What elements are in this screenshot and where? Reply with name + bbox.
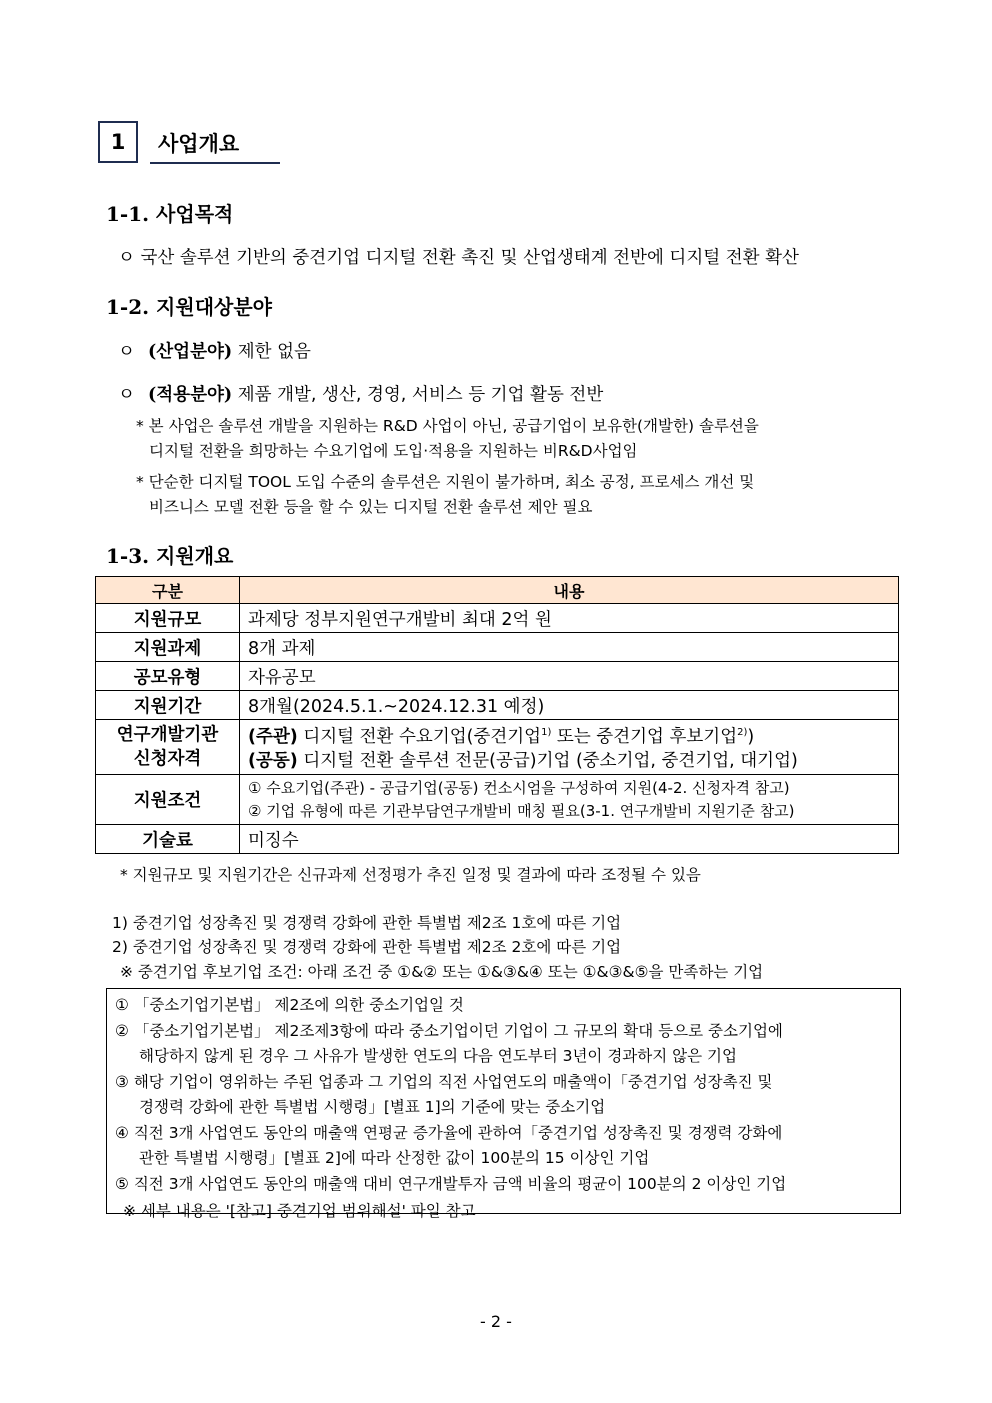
row-value	[240, 720, 899, 775]
condition-5: ⑤ 직전 3개 사업연도 동안의 매출액 대비 연구개발투자 금액 비율의 평균이 100분의 2 이상인 기업	[115, 1174, 787, 1193]
role-label: (주관)	[248, 726, 298, 747]
table-header-value: 내용	[240, 577, 899, 604]
bullet-text: 제한 없음	[232, 342, 311, 362]
table-row-eligibility	[96, 720, 899, 775]
row-value: 과제당 정부지원연구개발비 최대 2억 원	[240, 604, 899, 633]
purpose-bullet: ㅇ 국산 솔루션 기반의 중견기업 디지털 전환 촉진 및 산업생태계 전반에 디지털 전환 확산	[118, 248, 799, 268]
footnote-2: 2) 중견기업 성장촉진 및 경쟁력 강화에 관한 특별법 제2조 2호에 따른 기업	[112, 938, 622, 956]
row-key: 기술료	[96, 825, 240, 854]
table-row	[96, 662, 899, 691]
bullet-label: (적용분야)	[148, 385, 233, 405]
row-value: 8개월(2024.5.1.~2024.12.31 예정)	[240, 691, 899, 720]
footnote-1: 1) 중견기업 성장촉진 및 경쟁력 강화에 관한 특별법 제2조 1호에 따른 기업	[112, 914, 622, 932]
heading-purpose: 1-1. 사업목적	[106, 202, 234, 226]
row-key-line: 연구개발기관	[116, 725, 219, 745]
row-key: 지원과제	[96, 633, 240, 662]
candidate-conditions-box	[106, 988, 901, 1220]
footnote-ref: 1)	[541, 727, 552, 739]
condition-line: ② 기업 유형에 따른 기관부담연구개발비 매칭 필요(3-1. 연구개발비 지원기준 참고)	[248, 801, 795, 820]
section-title: 사업개요	[150, 128, 280, 164]
note-line: * 단순한 디지털 TOOL 도입 수준의 솔루션은 지원이 불가하며, 최소 공정, 프로세스 개선 및	[136, 473, 755, 491]
row-value: 자유공모	[240, 662, 899, 691]
note-line: * 본 사업은 솔루션 개발을 지원하는 R&D 사업이 아닌, 공급기업이 보유한(개발한) 솔루션을	[136, 417, 759, 435]
condition-2: ② 「중소기업기본법」 제2조제3항에 따라 중소기업이던 기업이 그 규모의 확대 등으로 중소기업에	[115, 1021, 783, 1040]
row-key	[96, 720, 240, 775]
row-value: 8개 과제	[240, 633, 899, 662]
heading-target-field: 1-2. 지원대상분야	[106, 295, 272, 319]
bullet-mark: ㅇ	[118, 342, 135, 362]
condition-3: ③ 해당 기업이 영위하는 주된 업종과 그 기업의 직전 사업연도의 매출액이「중견기업 성장촉진 및	[115, 1072, 773, 1091]
role-text: 디지털 전환 수요기업(중견기업	[297, 726, 542, 747]
table-header-row	[96, 577, 899, 604]
support-overview-table	[95, 576, 899, 854]
role-text: )	[747, 726, 755, 747]
role-text: 디지털 전환 솔루션 전문(공급)기업 (중소기업, 중견기업, 대기업)	[297, 750, 798, 771]
note-2	[136, 470, 754, 520]
row-value	[240, 775, 899, 825]
reference-note: ※ 세부 내용은 '[참고] 중견기업 범위해설' 파일 참고	[123, 1202, 476, 1220]
condition-2-cont: 해당하지 않게 된 경우 그 사유가 발생한 연도의 다음 연도부터 3년이 경과하지 않은 기업	[139, 1047, 737, 1065]
table-header-key: 구분	[96, 577, 240, 604]
section-number: 1	[98, 121, 138, 163]
note-1	[136, 414, 759, 464]
row-key: 지원규모	[96, 604, 240, 633]
table-note: * 지원규모 및 지원기간은 신규과제 선정평가 추진 일정 및 결과에 따라 조정될 수 있음	[120, 866, 701, 884]
role-label: (공동)	[248, 750, 298, 771]
table-row	[96, 604, 899, 633]
bullet-mark: ㅇ	[118, 385, 135, 405]
note-line: 디지털 전환을 희망하는 수요기업에 도입·적용을 지원하는 비R&D사업임	[149, 442, 638, 460]
table-row	[96, 825, 899, 854]
bullet-label: (산업분야)	[148, 342, 233, 362]
table-row	[96, 633, 899, 662]
footnote-3: ※ 중견기업 후보기업 조건: 아래 조건 중 ①&② 또는 ①&③&④ 또는 ①&③&⑤을 만족하는 기업	[120, 963, 764, 981]
row-value: 미징수	[240, 825, 899, 854]
condition-4: ④ 직전 3개 사업연도 동안의 매출액 연평균 증가율에 관하여「중견기업 성장촉진 및 경쟁력 강화에	[115, 1123, 783, 1142]
page-number: - 2 -	[480, 1312, 512, 1331]
row-key: 공모유형	[96, 662, 240, 691]
bullet-application	[118, 381, 603, 406]
row-key-line: 신청자격	[133, 749, 202, 769]
eligibility-joint	[248, 749, 890, 773]
condition-4-cont: 관한 특별법 시행령」[별표 2]에 따라 산정한 값이 100분의 15 이상인 기업	[139, 1149, 650, 1167]
bullet-text: 제품 개발, 생산, 경영, 서비스 등 기업 활동 전반	[232, 385, 604, 405]
bullet-industry	[118, 338, 311, 363]
condition-line: ① 수요기업(주관) - 공급기업(공동) 컨소시엄을 구성하여 지원(4-2. 신청자격 참고)	[248, 778, 790, 797]
row-key: 지원기간	[96, 691, 240, 720]
table-row-conditions	[96, 775, 899, 825]
heading-support-overview: 1-3. 지원개요	[106, 544, 234, 568]
footnote-ref: 2)	[737, 727, 748, 739]
role-text: 또는 중견기업 후보기업	[551, 726, 738, 747]
condition-1: ① 「중소기업기본법」 제2조에 의한 중소기업일 것	[115, 996, 464, 1014]
eligibility-lead	[248, 721, 890, 749]
row-key: 지원조건	[96, 775, 240, 825]
table-row	[96, 691, 899, 720]
condition-3-cont: 경쟁력 강화에 관한 특별법 시행령」[별표 1]의 기준에 맞는 중소기업	[139, 1098, 606, 1116]
note-line: 비즈니스 모델 전환 등을 할 수 있는 디지털 전환 솔루션 제안 필요	[149, 498, 593, 516]
